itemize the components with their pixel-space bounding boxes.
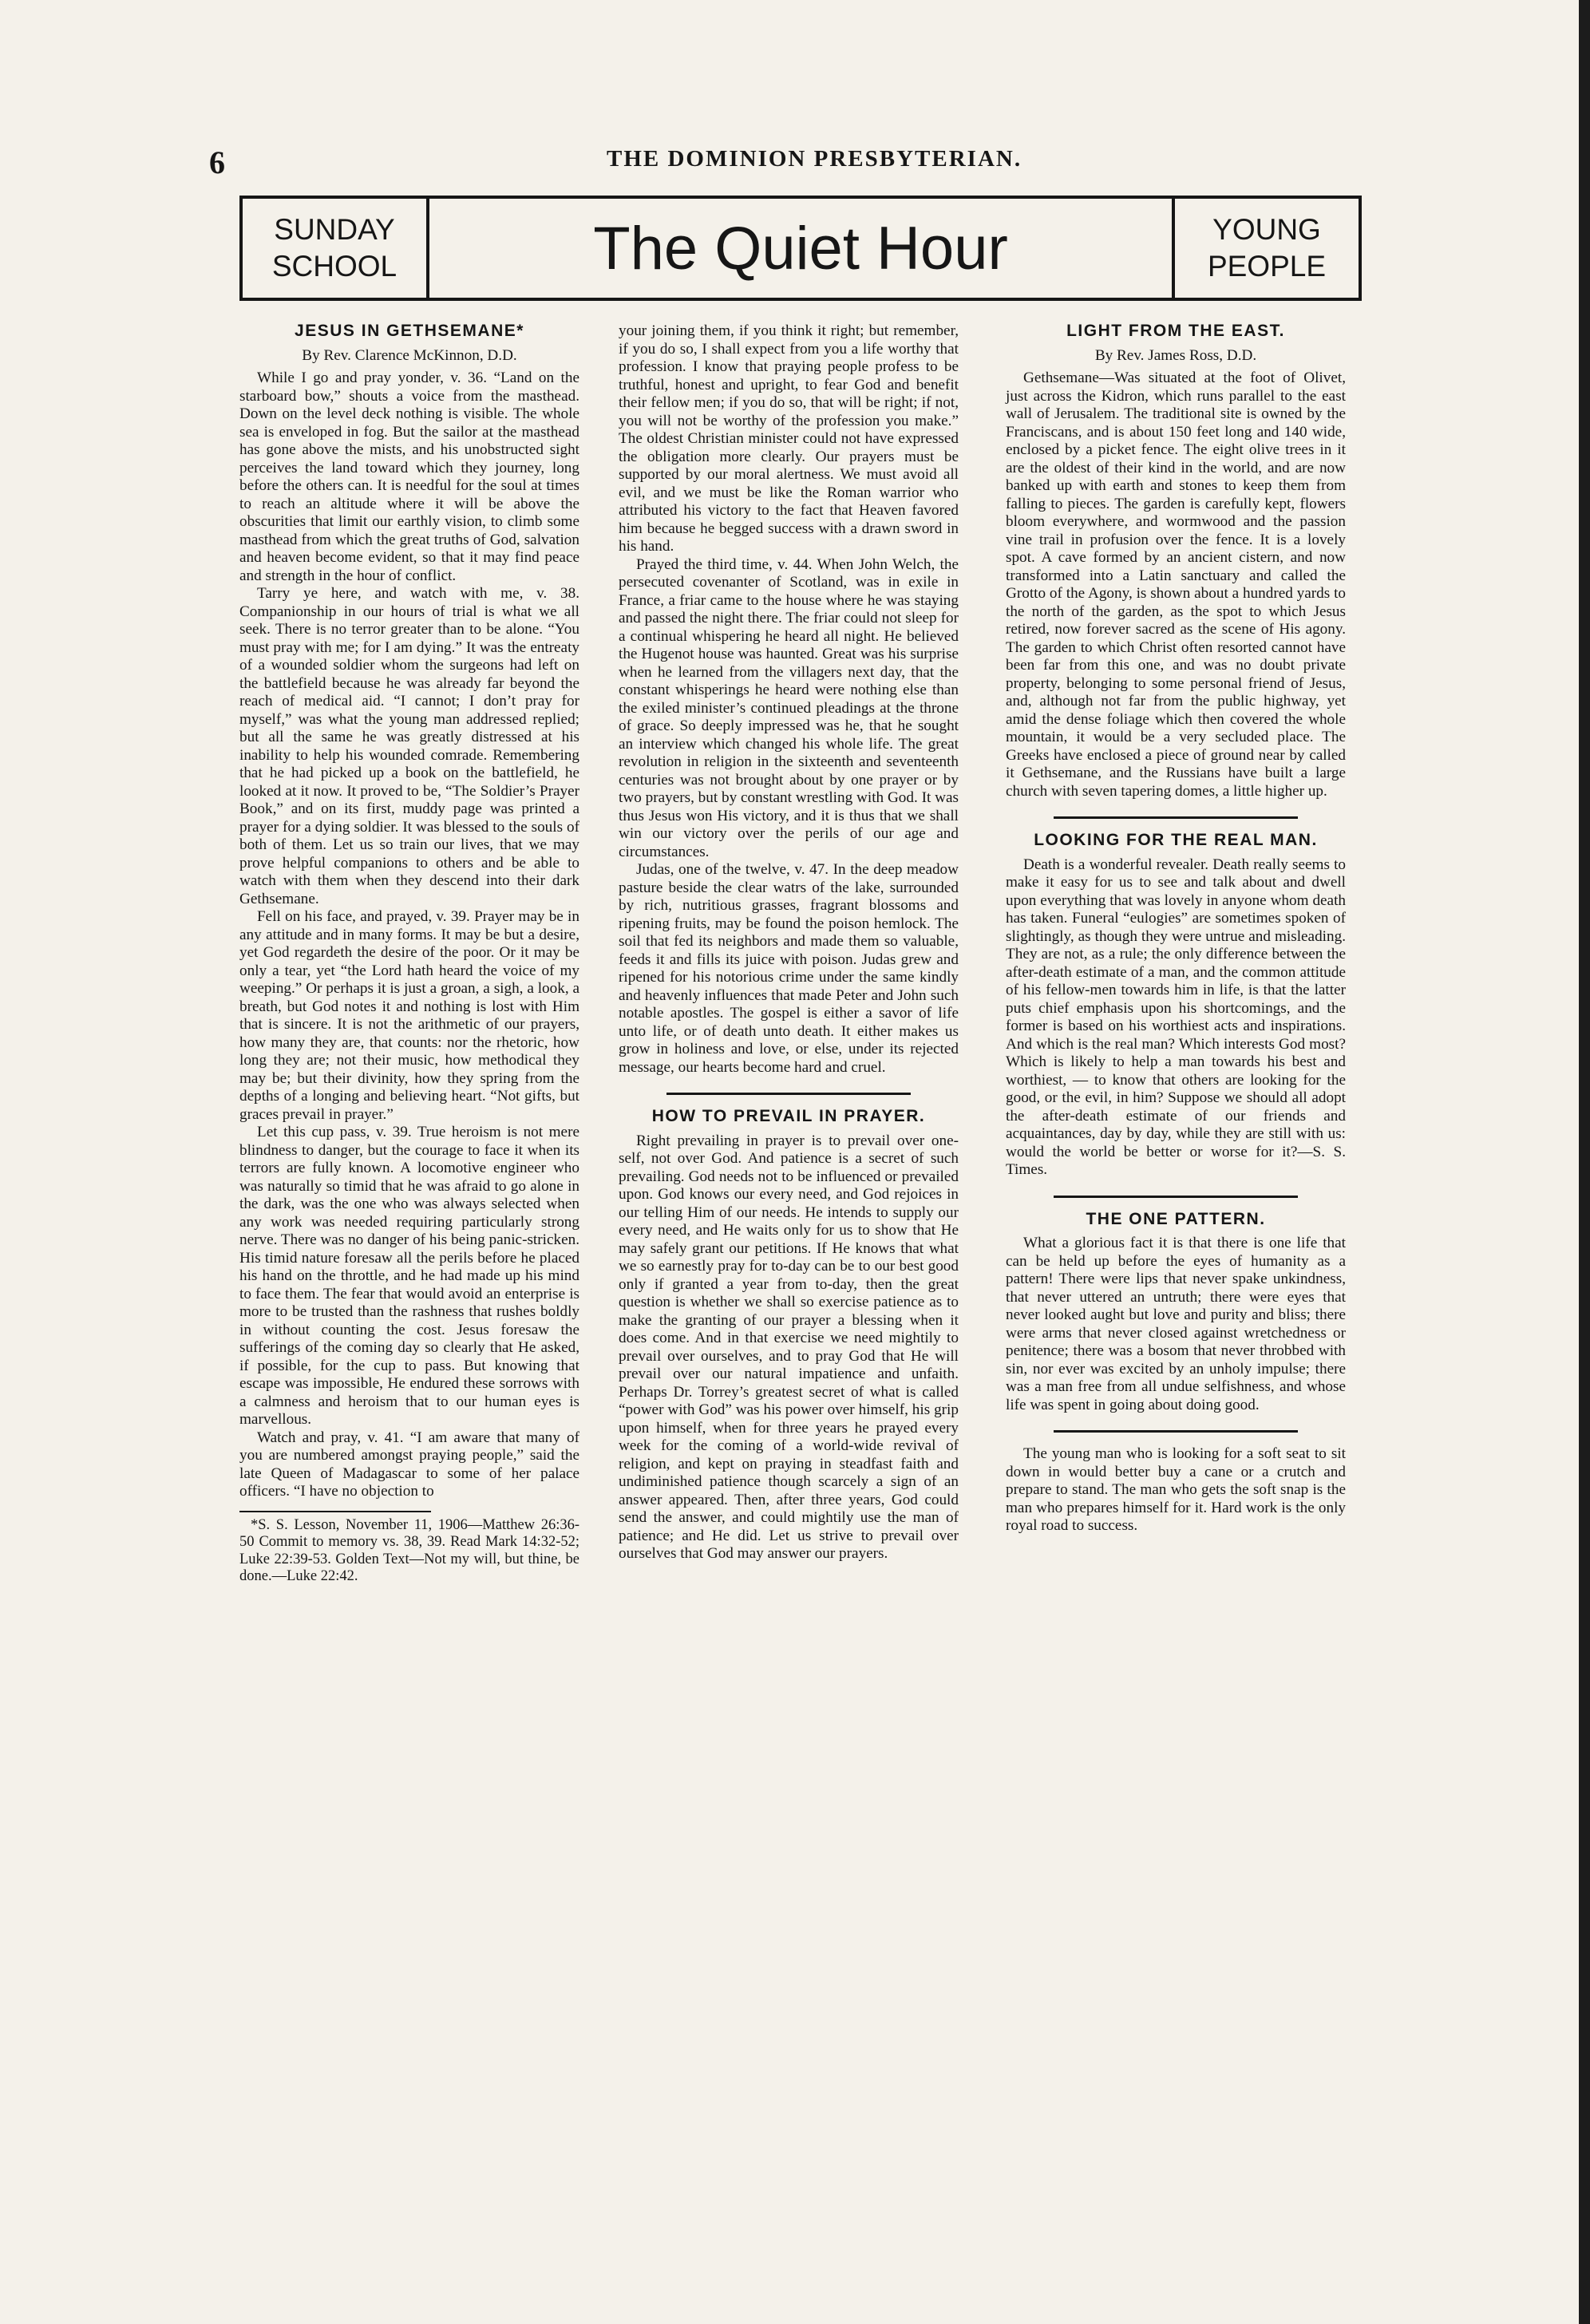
article-title: JESUS IN GETHSEMANE*	[295, 322, 524, 340]
page-number: 6	[209, 144, 225, 180]
scan-edge	[1579, 0, 1590, 2324]
banner-left-line2: SCHOOL	[271, 250, 398, 283]
column-2	[619, 322, 959, 1563]
article-paragraph: Gethsemane—Was situated at the foot of Olivet, just across the Kidron, which runs parallel to the east wall of Jerusalem. The traditional site is owned by the Franciscans, and is about 150 feet long and 140 wide, enclosed by a picket fence. The eight olive trees in it are the oldest of their kind in the world, and are now banked up with earth and stones to keep them from falling to pieces. The garden is carefully kept, flowers bloom everywhere, and wormwood and the passion vine trail in profusion over the fence. It is a lovely spot. A cave formed by an ancient cistern, and now transformed into a Latin sanctuary and called the Grotto of the Agony, is shown about a hundred yards to the north of the garden, as the spot to which Jesus retired, now forever sacred as the scene of His agony. The garden to which Christ often resorted cannot have been far from this one, and was no doubt private property, belonging to some personal friend of Jesus, and, although not far from the public highway, yet amid the dense foliage which then covered the whole mountain, it would be a very secluded place. The Greeks have enclosed a piece of ground near by called it Gethsemane, and the Russians have built a large church with seven tapering domes, a little higher up.	[1006, 370, 1346, 800]
banner-right-line2: PEOPLE	[1207, 250, 1327, 283]
article-byline: By Rev. James Ross, D.D.	[1094, 346, 1257, 364]
banner-right-line1: YOUNG	[1212, 212, 1321, 246]
article-paragraph: Fell on his face, and prayed, v. 39. Prayer may be in any attitude and in many forms. It may be but a desire, yet God regardeth the desire of the poor. Or it may be only a tear, yet “the Lord hath heard the voice of my weeping.” Or perhaps it is just a groan, a sigh, a look, a breath, but God notes it and nothing is lost with Him that is sincere. It is not the arithmetic of our prayers, how many they are, that counts: nor the rhetoric, how long they are; not their music, how methodical they may be; but their divinity, how they spring from the depths of a longing and believing heart. “Not gifts, but graces prevail in prayer.”	[239, 908, 579, 1123]
banner-left-line1: SUNDAY	[274, 212, 395, 246]
banner-title: The Quiet Hour	[593, 214, 1008, 283]
article-paragraph: What a glorious fact it is that there is one life that can be held up before the eyes of humanity as a pattern! There were lips that never spake unkindness, that never uttered an untruth; there were eyes that never looked aught but love and purity and bliss; there were arms that never closed against wretchedness or penitence; there was a bosom that never throbbed with sin, nor ever was excited by an unholy impulse; there was a man free from all undue selfishness, and whose life was spent in going about doing good.	[1006, 1235, 1346, 1413]
article-title: THE ONE PATTERN.	[1086, 1209, 1266, 1228]
article-paragraph: Death is a wonderful revealer. Death really seems to make it easy for us to see and talk about and dwell upon everything that was lovely in anyone whom death has taken. Funeral “eulogies” are sometimes spoken of slightingly, as though they were untrue and misleading. They are not, as a rule; the only difference between the after-death estimate of a man, and the common attitude of his fellow-men towards him in life, is that the latter puts chief emphasis upon his shortcomings, and the former is based on his worthiest acts and inspirations. And which is the real man? Which interests God most? Which is likely to help a man towards his best and worthiest, — to know that others are looking for the good, or the evil, in him? Suppose we should all adopt the after-death estimate of our friends and acquaintances, day by day, while they are still with us: would the world be better or worse for it?—S. S. Times.	[1006, 856, 1346, 1178]
article-title: LIGHT FROM THE EAST.	[1066, 322, 1285, 340]
article-paragraph: Right prevailing in prayer is to prevail over one-self, not over God. And patience is a secret of such prevailing. God needs not to be influenced or prevailed upon. God knows our every need, and God rejoices in our telling Him of our needs. He intends to supply our every need, and He waits only for us to show that He may safely grant our petitions. If He knows that what we so earnestly pray for to-day can be to our best good only if granted a year from to-day, then the great question is whether we shall so exercise patience as to make the granting of our prayer a blessing when it does come. And in that exercise we need mightily to prevail over ourselves, and to pray God that He will prevail over our natural impatience and unfaith. Perhaps Dr. Torrey’s greatest secret of what is called “power with God” was his power over himself, his grip upon himself, when for three years he prayed every week for the coming of a world-wide revival of religion, and kept on praying in steadfast faith and undiminished patience though scarcely a sign of an answer appeared. Then, after three years, God could send the answer, and could mightily use the man of patience; and He did. Let us strive to prevail over ourselves that God may answer our prayers.	[619, 1132, 959, 1562]
article-paragraph: your joining them, if you think it right; but remember, if you do so, I shall expect from you a life worthy that profession. I know that praying people profess to be truthful, honest and upright, to fear God and benefit their fellow men; if you do so, that will be right; if not, you will not be worthy of the profession you make.” The oldest Christian minister could not have expressed the obligation more clearly. Our prayers must be supported by our moral alertness. We must avoid all evil, and we must be like the Roman warrior who attributed his victory to the fact that Heaven favored him because he begged success with a drawn sword in his hand.	[619, 322, 959, 555]
article-title: HOW TO PREVAIL IN PRAYER.	[651, 1107, 926, 1125]
article-paragraph: While I go and pray yonder, v. 36. “Land on the starboard bow,” shouts a voice from the masthead. Down on the level deck nothing is visible. The whole sea is enveloped in fog. But the sailor at the masthead has gone above the mists, and his unobstructed sight perceives the land toward which they journey, long before the others can. It is needful for the soul at times to reach an altitude where it will be above the obscurities that limit our earthly vision, to climb some masthead from which the great truths of God, salvation and heaven become evident, so that it may find peace and strength in the hour of conflict.	[239, 370, 579, 584]
section-divider	[1034, 816, 1318, 850]
column-1	[239, 322, 579, 1586]
section-divider	[1054, 1430, 1298, 1445]
section-divider	[1054, 1196, 1298, 1229]
column-3	[1006, 322, 1346, 1536]
article-paragraph: Let this cup pass, v. 39. True heroism is not mere blindness to danger, but the courage to face it when its terrors are fully known. A locomotive engineer who was naturally so timid that he was afraid to go alone in the dark, was the one who was always selected when any work was needed requiring particularly strong nerve. There was no danger of his being panic-stricken. His timid nature foresaw all the perils before he placed his hand on the throttle, and he had made up his mind to face them. The fear that would avoid an enterprise is more to be trusted than the rashness that rushes boldly in without counting the cost. Jesus foresaw the sufferings of the coming day so clearly that He asked, if possible, for the cup to pass. But knowing that escape was impossible, He endured these sorrows with a calmness and heroism that to our human eyes is marvellous.	[239, 1124, 579, 1428]
running-head: THE DOMINION PRESBYTERIAN.	[607, 146, 1022, 172]
footnote-text: *S. S. Lesson, November 11, 1906—Matthew 26:36-50 Commit to memory vs. 38, 39. Read Mark 14:32-52; Luke 22:39-53. Golden Text—Not my will, but thine, be done.—Luke 22:42.	[239, 1516, 579, 1584]
banner-right-box	[1172, 199, 1359, 298]
article-paragraph: Judas, one of the twelve, v. 47. In the deep meadow pasture beside the clear watrs of the lake, surrounded by rich, nutritious grasses, fragrant blossoms and ripening fruits, may be found the poison hemlock. The soil that fed its neighbors and made them so valuable, feeds it and fills its juice with poison. Judas grew and ripened for his notorious crime under the same kindly and heavenly influences that made Peter and John such notable apostles. The gospel is either a savor of life unto life, or of death unto death. It either makes us grow in holiness and love, or else, under its rejected message, our hearts become hard and cruel.	[619, 861, 959, 1076]
article-paragraph: The young man who is looking for a soft seat to sit down in would better buy a cane or a crutch and prepare to stand. The man who gets the soft snap is the man who prepares himself for it. Hard work is the only royal road to success.	[1006, 1445, 1346, 1534]
section-divider	[651, 1093, 926, 1126]
footnote	[239, 1517, 579, 1586]
article-title: LOOKING FOR THE REAL MAN.	[1034, 831, 1318, 849]
article-paragraph: Tarry ye here, and watch with me, v. 38. Companionship in our hours of trial is what we all seek. There is no terror greater than to be alone. “You must pray with me; for I am dying.” It was the entreaty of a wounded soldier whom the surgeons had left on the battlefield because he was already far beyond the reach of medical aid. “I cannot; I don’t pray for myself,” was what the young man addressed replied; but all the same he was greatly distressed at his inability to help his wounded comrade. Remembering that he had picked up a book on the battlefield, he looked at it now. It proved to be, “The Soldier’s Prayer Book,” and on its first, muddy page was printed a prayer for a dying soldier. It was blessed to the souls of both of them. Let us so train our lives, that we may prove helpful companions to others and be able to watch with them when they descend into their dark Gethsemane.	[239, 585, 579, 907]
article-paragraph: Watch and pray, v. 41. “I am aware that many of you are numbered amongst praying people,” said the late Queen of Madagascar to some of her palace officers. “I have no objection to	[239, 1429, 579, 1500]
banner-left-box	[243, 199, 429, 298]
article-byline: By Rev. Clarence McKinnon, D.D.	[302, 346, 517, 364]
footnote-rule	[239, 1511, 431, 1512]
article-paragraph: Prayed the third time, v. 44. When John Welch, the persecuted covenanter of Scotland, was in exile in France, a friar came to the house where he was staying and passed the night there. The friar could not sleep for a continual whispering he heard all night. He believed the Hugenot house was haunted. Great was his surprise when he learned from the villagers next day, that the constant whisperings he heard were nothing else than the exiled minister’s continued pleadings at the throne of grace. So deeply impressed was he, that he sought an interview which changed his whole life. The great revolution in religion in the sixteenth and seventeenth centuries was not brought about by one prayer or by two prayers, but by constant wrestling with God. It was thus Jesus won His victory, and it is thus that we shall win our victory over the perils of our age and circumstances.	[619, 555, 959, 860]
section-banner	[239, 196, 1362, 301]
